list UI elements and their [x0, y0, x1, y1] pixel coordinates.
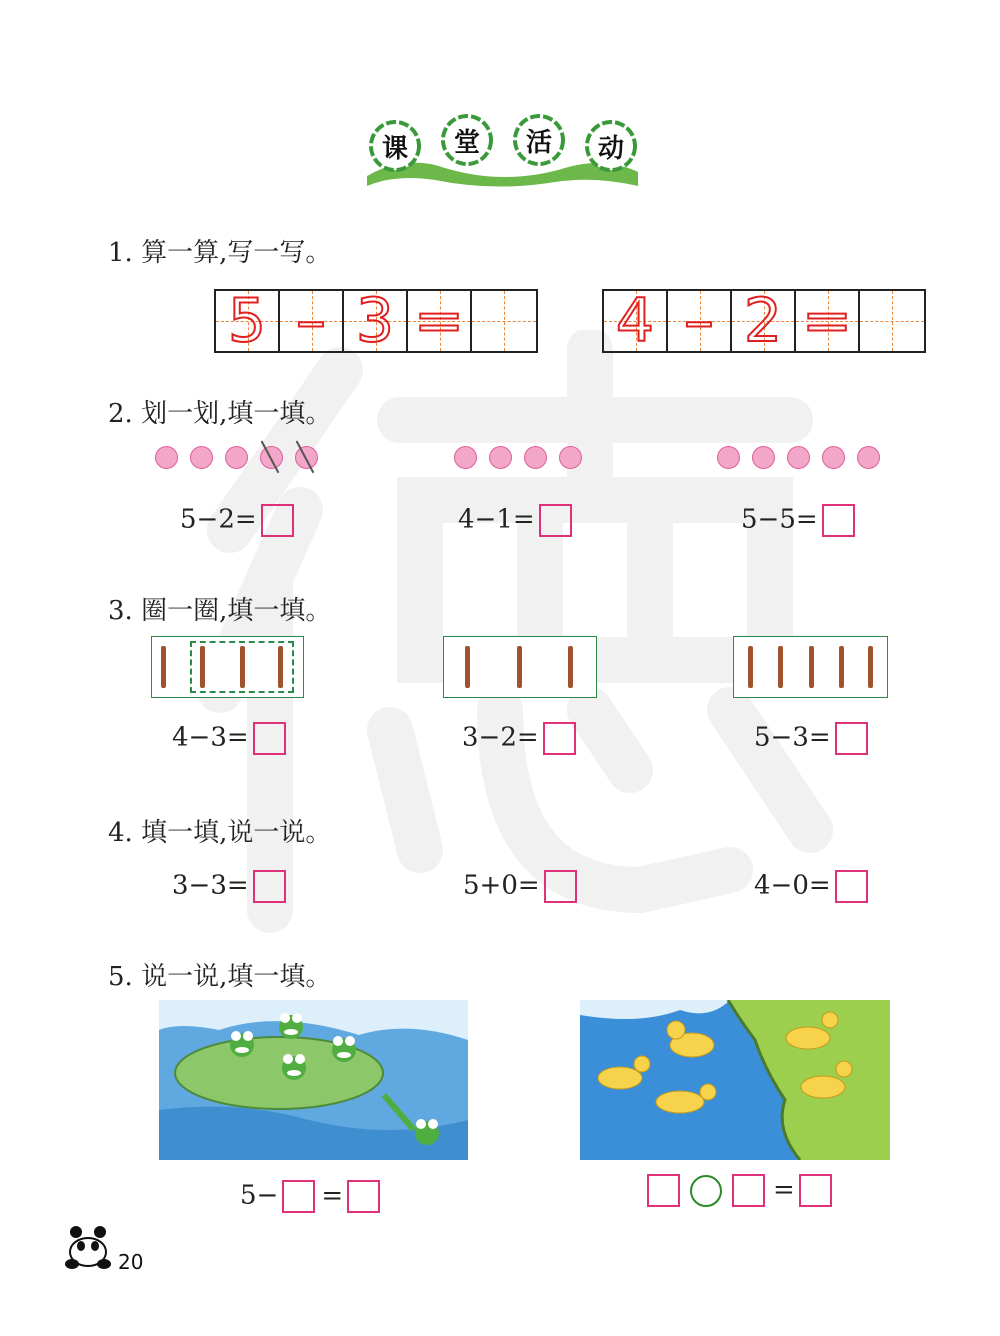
equation-3b — [462, 722, 576, 755]
answer-box[interactable] — [544, 870, 577, 903]
equals-sign: = — [321, 1180, 344, 1211]
dashed-circle-hint — [190, 641, 294, 693]
answer-box[interactable] — [822, 504, 855, 537]
question-4-label: 4. 填一填,说一说。 — [108, 818, 332, 848]
equation-5-right — [647, 1174, 832, 1207]
stick — [809, 646, 814, 688]
equation-text: 5−3= — [754, 722, 831, 753]
dot-crossed — [260, 446, 283, 469]
dot — [717, 446, 740, 469]
dot — [190, 446, 213, 469]
answer-box[interactable] — [347, 1180, 380, 1213]
answer-box[interactable] — [835, 722, 868, 755]
header-bubble-3 — [509, 112, 569, 168]
dot — [155, 446, 178, 469]
equation-text: 5+0= — [463, 870, 540, 901]
answer-box[interactable] — [543, 722, 576, 755]
stick — [748, 646, 753, 688]
question-3-label: 3. 圈一圈,填一填。 — [108, 596, 332, 626]
equation-text: 5−2= — [180, 504, 257, 535]
panda-icon — [62, 1222, 114, 1270]
dot-group-2 — [454, 446, 582, 470]
equation-text: 3−3= — [172, 870, 249, 901]
stick — [465, 646, 470, 688]
question-1-label: 1. 算一算,写一写。 — [108, 238, 332, 268]
trace-digit: 5 — [227, 286, 267, 356]
equation-text: 5− — [240, 1180, 279, 1211]
equation-text: 5−5= — [741, 504, 818, 535]
answer-box[interactable] — [835, 870, 868, 903]
dot — [454, 446, 477, 469]
equation-3a — [172, 722, 286, 755]
answer-box[interactable] — [539, 504, 572, 537]
answer-box[interactable] — [282, 1180, 315, 1213]
trace-digit: – — [684, 286, 714, 356]
header-char: 堂 — [453, 128, 480, 158]
header-char: 课 — [381, 134, 408, 164]
dot — [225, 446, 248, 469]
equals-sign: = — [773, 1174, 795, 1205]
frog-icon — [230, 1031, 254, 1057]
answer-cell[interactable] — [860, 291, 924, 351]
dot — [559, 446, 582, 469]
stick — [778, 646, 783, 688]
writing-grid-right — [602, 286, 926, 356]
equation-2a — [180, 504, 294, 537]
answer-cell[interactable] — [472, 291, 536, 351]
equation-4b — [463, 870, 577, 903]
equation-text: 4−1= — [458, 504, 535, 535]
equation-text: 4−0= — [754, 870, 831, 901]
header-char: 动 — [597, 134, 624, 164]
header-char: 活 — [525, 128, 552, 158]
trace-digit: 4 — [615, 286, 655, 356]
stick — [517, 646, 522, 688]
answer-box[interactable] — [253, 870, 286, 903]
operator-circle[interactable] — [690, 1175, 722, 1207]
trace-digit: – — [296, 286, 326, 356]
equation-4c — [754, 870, 868, 903]
stick-box-1 — [151, 636, 304, 698]
stick — [839, 646, 844, 688]
equation-text: 4−3= — [172, 722, 249, 753]
answer-box[interactable] — [261, 504, 294, 537]
equation-3c — [754, 722, 868, 755]
equation-2b — [458, 504, 572, 537]
equation-2c — [741, 504, 855, 537]
equation-text: 3−2= — [462, 722, 539, 753]
writing-grid-left — [214, 286, 538, 356]
header-bubble-2 — [437, 112, 497, 168]
question-5-label: 5. 说一说,填一填。 — [108, 962, 332, 992]
dot — [489, 446, 512, 469]
page-number: 20 — [118, 1250, 144, 1274]
dot — [787, 446, 810, 469]
ducks-by-pond-illustration — [580, 1000, 890, 1160]
section-header — [365, 118, 640, 188]
equation-5-left — [240, 1180, 380, 1213]
frogs-on-lily-pad-illustration — [159, 1000, 468, 1160]
trace-digit: = — [413, 286, 465, 356]
trace-digit: 2 — [743, 286, 783, 356]
stick — [161, 646, 166, 688]
trace-digit: = — [801, 286, 853, 356]
dot — [524, 446, 547, 469]
equation-4a — [172, 870, 286, 903]
dot-crossed — [295, 446, 318, 469]
header-bubble-1 — [365, 118, 425, 174]
question-2-label: 2. 划一划,填一填。 — [108, 399, 332, 429]
dot — [822, 446, 845, 469]
dot-group-3 — [717, 446, 880, 470]
answer-box[interactable] — [253, 722, 286, 755]
dot — [752, 446, 775, 469]
answer-box[interactable] — [799, 1174, 832, 1207]
trace-digit: 3 — [355, 286, 395, 356]
dot — [857, 446, 880, 469]
answer-box[interactable] — [732, 1174, 765, 1207]
header-bubble-4 — [581, 118, 641, 174]
stick — [868, 646, 873, 688]
answer-box[interactable] — [647, 1174, 680, 1207]
stick-box-3 — [733, 636, 888, 698]
stick-box-2 — [443, 636, 597, 698]
dot-group-1 — [155, 446, 318, 470]
stick — [568, 646, 573, 688]
